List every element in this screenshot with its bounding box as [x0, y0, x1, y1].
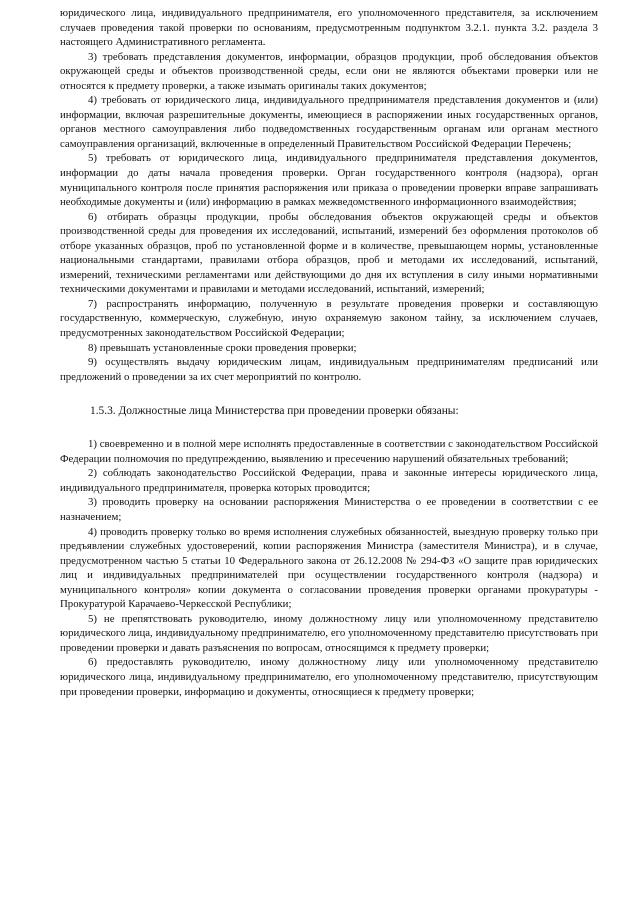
prohibition-item-8: 8) превышать установленные сроки проведения проверки; [88, 341, 357, 354]
prohibition-item-3: 3) требовать представления документов, информации, образцов продукции, проб обследования объектов окружающей среды и объектов производственной среды, если они не являются объектами проверки или не относятся к предмету проверки, а также изымать оригиналы таких документов; [60, 50, 598, 92]
duty-item-5: 5) не препятствовать руководителю, иному должностному лицу или уполномоченному представителю юридического лица, индивидуальному предпринимателю, его уполномоченному представителю присутствовать при проведении проверки и давать разъяснения по вопросам, относящимся к предмету проверки; [60, 612, 598, 654]
prohibition-item-5: 5) требовать от юридического лица, индивидуального предпринимателя представления документов, информации до даты начала проведения проверки. Орган государственного контроля (надзора), орган муниципального контроля после принятия распоряжения или приказа о проведении проверки вправе запрашивать необходимые документы и (или) информацию в рамках межведомственного информационного взаимодействия; [60, 152, 598, 209]
prohibition-item-4: 4) требовать от юридического лица, индивидуального предпринимателя представления документов и (или) информации, включая разрешительные документы, имеющиеся в распоряжении иных государственных органов, органов местного самоуправления либо подведомственных государственным органам или органам местного самоуправления организаций, включенные в определенный Правительством Российской Федерации Перечень; [60, 94, 598, 150]
prohibition-item-6: 6) отбирать образцы продукции, пробы обследования объектов окружающей среды и объектов производственной среды для проведения их исследований, испытаний, измерений без оформления протоколов об отборе указанных образцов, проб по установленной форме и в количестве, превышающем нормы, установленные национальными стандартами, правилами отбора образцов, проб и методами их исследований, испытаний, измерений, техническими регламентами или действующими до дня их вступления в силу иными нормативными техническими документами и правилами и методами исследований, испытаний, измерений; [60, 210, 598, 296]
duty-item-6: 6) предоставлять руководителю, иному должностному лицу или уполномоченному представителю юридического лица, индивидуальному предпринимателю, его уполномоченному представителю, присутствующим при проведении проверки, информацию и документы, относящиеся к предмету проверки; [60, 656, 598, 698]
duty-item-3: 3) проводить проверку на основании распоряжения Министерства о ее проведении в соответствии с ее назначением; [60, 496, 598, 523]
paragraph-continuation: юридического лица, индивидуального предпринимателя, его уполномоченного представителя, за исключением случаев проведения такой проверки по основаниям, предусмотренным подпунктом 3.2.1. пункта 3.2. раздела 3 настоящего Административного регламента. [60, 7, 598, 49]
prohibition-item-9: 9) осуществлять выдачу юридическим лицам, индивидуальным предпринимателям предписаний или предложений о проведении за их счет мероприятий по контролю. [60, 356, 598, 383]
section-heading: 1.5.3. Должностные лица Министерства при проведении проверки обязаны: [90, 405, 459, 418]
prohibition-item-7: 7) распространять информацию, полученную в результате проведения проверки и составляющую государственную, коммерческую, служебную, иную охраняемую законом тайну, за исключением случаев, предусмотренных законодательством Российской Федерации; [60, 297, 598, 340]
duty-item-1: 1) своевременно и в полной мере исполнять предоставленные в соответствии с законодательством Российской Федерации полномочия по предупреждению, выявлению и пресечению нарушений обязательных требований; [60, 438, 598, 465]
duty-item-2: 2) соблюдать законодательство Российской Федерации, права и законные интересы юридического лица, индивидуального предпринимателя, проверка которых проводится; [60, 467, 598, 494]
duty-item-4: 4) проводить проверку только во время исполнения служебных обязанностей, выездную проверку только при предъявлении служебных удостоверений, копии распоряжения Министра (заместителя Министра), и в случае, предусмотренном частью 5 статьи 10 Федерального закона от 26.12.2008 № 294-ФЗ «О защите прав юридических лиц и индивидуальных предпринимателей при осуществлении государственного контроля (надзора) и муниципального контроля» копии документа о согласовании проведения проверки органами прокуратуры - Прокуратурой Карачаево-Черкесской Республики; [60, 525, 598, 611]
